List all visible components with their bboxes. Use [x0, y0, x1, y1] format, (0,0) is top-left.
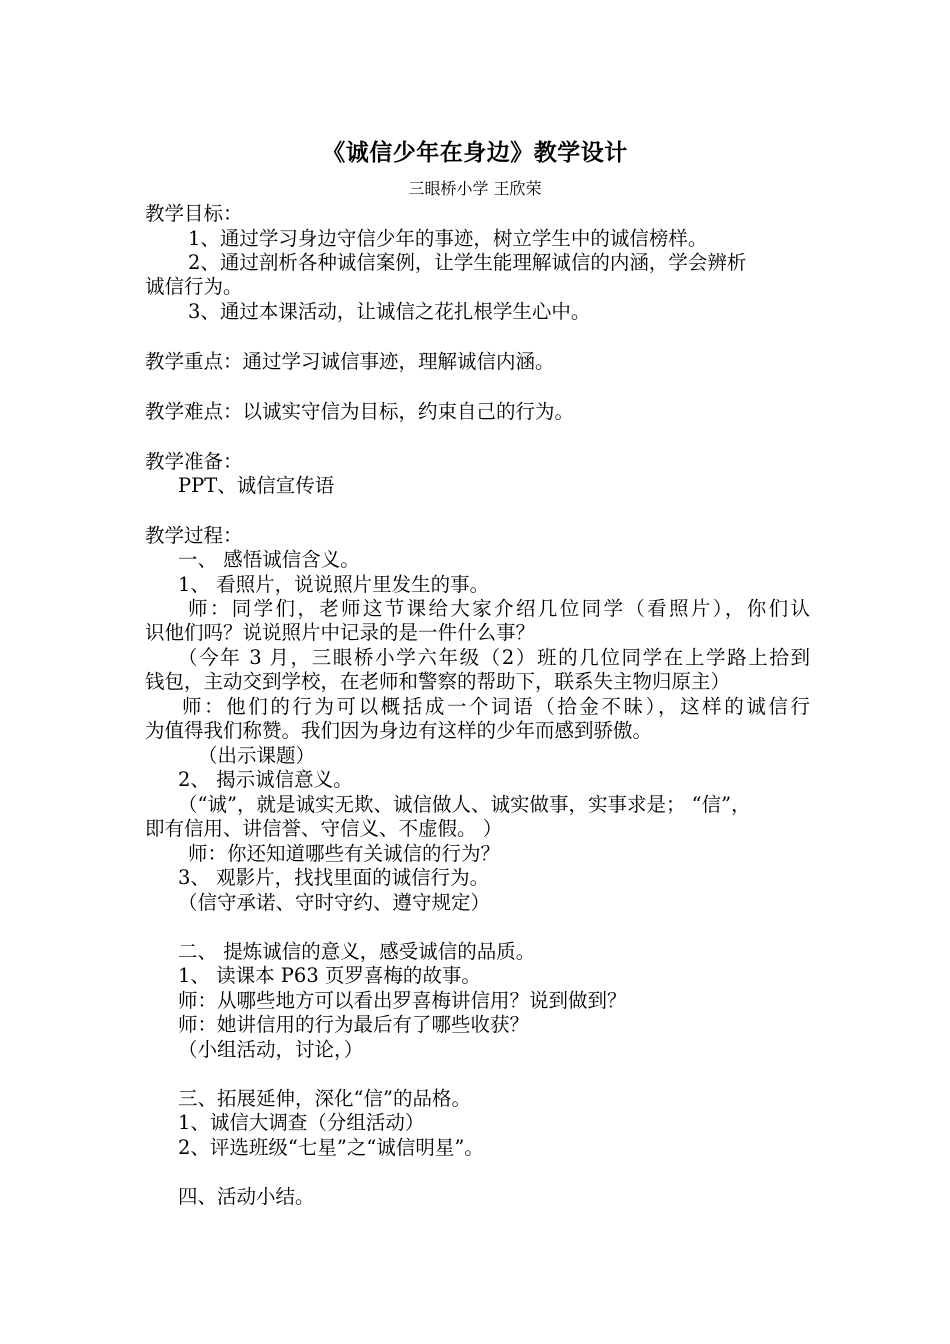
- document-title: 《诚信少年在身边》教学设计: [322, 139, 628, 166]
- paragraph-line: （出示课题）: [198, 744, 316, 767]
- paragraph-line: 师：同学们，老师这节课给大家介绍几位同学（看照片），你们认: [188, 597, 810, 620]
- section-4-title: 四、活动小结。: [178, 1185, 315, 1208]
- paragraph-line: 识他们吗？说说照片中记录的是一件什么事？: [145, 621, 536, 644]
- objective-2-line-1: 2、通过剖析各种诚信案例，让学生能理解诚信的内涵，学会辨析: [188, 251, 747, 274]
- objective-2-line-2: 诚信行为。: [145, 275, 243, 298]
- paragraph-line: 师：他们的行为可以概括成一个词语（拾金不昧），这样的诚信行: [182, 695, 810, 718]
- section-1-item-1: 1、 看照片，说说照片里发生的事。: [178, 573, 490, 596]
- objectives-heading: 教学目标：: [145, 202, 243, 225]
- section-2-item-1: 1、 读课本 P63 页罗喜梅的故事。: [178, 964, 481, 987]
- key-point: 教学重点：通过学习诚信事迹，理解诚信内涵。: [145, 350, 555, 373]
- prep-heading: 教学准备：: [145, 450, 243, 473]
- prep-items: PPT、诚信宣传语: [178, 474, 335, 497]
- paragraph-line: 师：你还知道哪些有关诚信的行为？: [188, 842, 501, 865]
- section-3-item-1: 1、诚信大调查（分组活动）: [178, 1111, 425, 1134]
- section-1-item-3: 3、 观影片，找找里面的诚信行为。: [178, 866, 490, 889]
- paragraph-line: （今年 3 月，三眼桥小学六年级（2）班的几位同学在上学路上拾到: [178, 646, 810, 669]
- section-3-item-2: 2、评选班级“七星”之“诚信明星”。: [178, 1136, 484, 1159]
- section-1-title: 一、 感悟诚信含义。: [178, 548, 360, 571]
- paragraph-line: （小组活动，讨论，）: [178, 1038, 364, 1061]
- paragraph-line: （信守承诺、守时守约、遵守规定）: [178, 891, 491, 914]
- author-line: 三眼桥小学 王欣荣: [408, 179, 542, 198]
- section-3-title: 三、拓展延伸，深化“信”的品格。: [178, 1087, 471, 1110]
- section-2-title: 二、 提炼诚信的意义，感受诚信的品质。: [178, 940, 536, 963]
- paragraph-line: 师：她讲信用的行为最后有了哪些收获？: [178, 1013, 530, 1036]
- paragraph-line: 为值得我们称赞。我们因为身边有这样的少年而感到骄傲。: [145, 719, 653, 742]
- paragraph-line: 师：从哪些地方可以看出罗喜梅讲信用？说到做到？: [178, 989, 627, 1012]
- difficulty: 教学难点：以诚实守信为目标，约束自己的行为。: [145, 400, 575, 423]
- process-heading: 教学过程：: [145, 524, 243, 547]
- section-1-item-2: 2、 揭示诚信意义。: [178, 768, 353, 791]
- paragraph-line: （“诚”，就是诚实无欺、诚信做人、诚实做事，实事求是； “信”，: [178, 793, 751, 816]
- paragraph-line: 钱包，主动交到学校，在老师和警察的帮助下，联系失主物归原主）: [145, 670, 731, 693]
- objective-1: 1、通过学习身边守信少年的事迹，树立学生中的诚信榜样。: [188, 227, 708, 250]
- objective-3: 3、通过本课活动，让诚信之花扎根学生心中。: [188, 300, 591, 323]
- paragraph-line: 即有信用、讲信誉、守信义、不虚假。 ）: [145, 817, 503, 840]
